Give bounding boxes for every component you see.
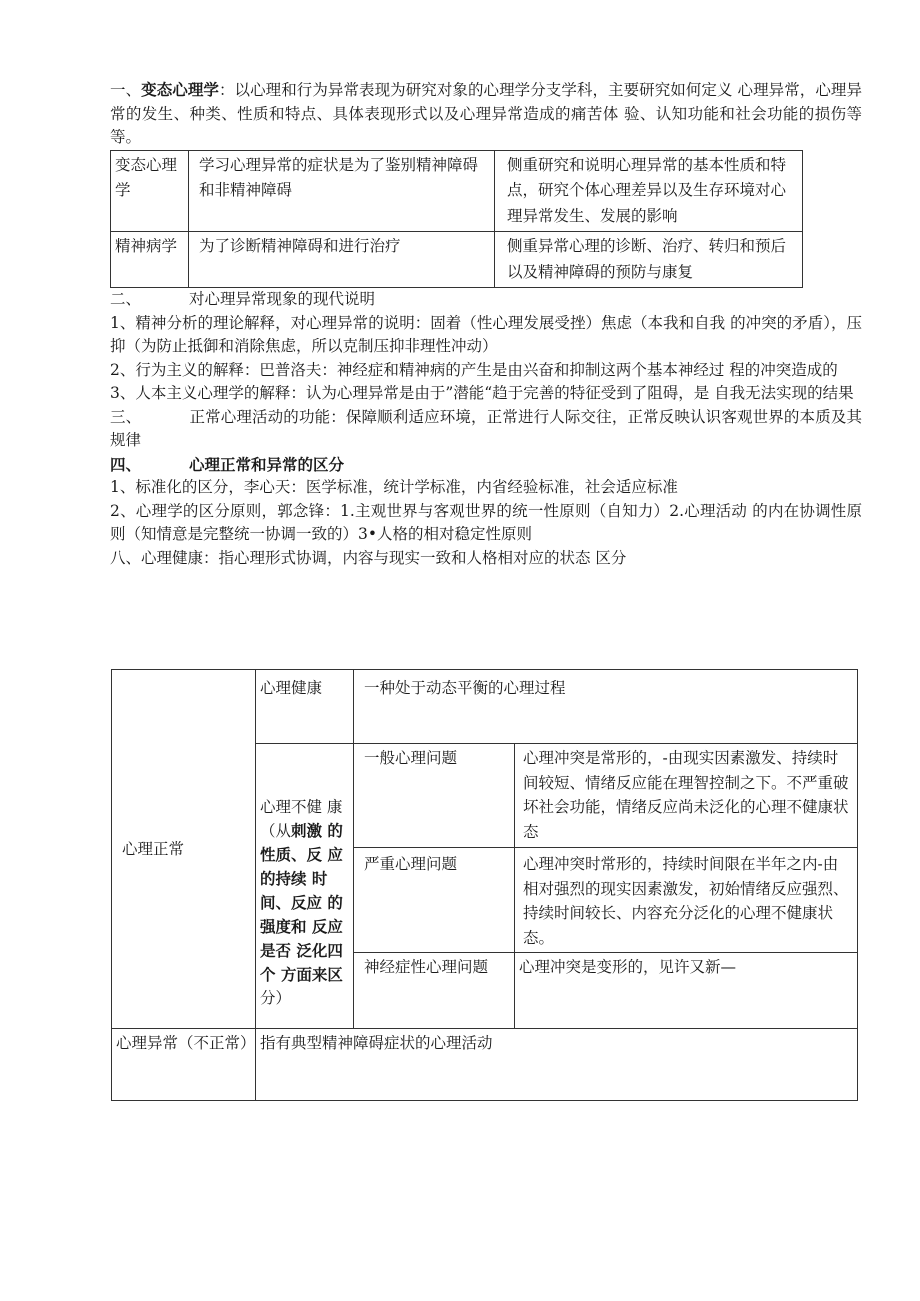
document-page bbox=[110, 78, 862, 570]
cell-normal bbox=[112, 670, 256, 1029]
list-item: 2、心理学的区分原则，郭念锋：1.主观世界与客观世界的统一性原则（自知力）2.心理活动 的内在协调性原则（知情意是完整统一协调一致的）3•人格的相对稳定性原则 bbox=[110, 501, 862, 543]
table-row bbox=[111, 232, 803, 288]
label-unhealthy-from: （从 bbox=[260, 822, 292, 840]
cell-neurotic-desc: 心理冲突是变形的，见许又新— bbox=[515, 953, 858, 1029]
mental-health-table bbox=[111, 669, 858, 1101]
cell-serious-desc: 心理冲突时常形的，持续时间限在半年之内-由相对强烈的现实因素激发，初始情绪反应强烈、持续时间较长、内容充分泛化的心理不健康状态。 bbox=[515, 848, 858, 953]
section-4-number: 四、 bbox=[110, 454, 142, 474]
cell-general: 一般心理问题 bbox=[354, 744, 515, 848]
cell-serious: 严重心理问题 bbox=[354, 848, 515, 953]
cell-abnormal: 心理异常（不正常） bbox=[112, 1029, 256, 1101]
list-item: 3、人本主义心理学的解释：认为心理异常是由于”潜能“趋于完善的特征受到了阻碍，是 自我无法实现的结果 bbox=[110, 384, 854, 402]
cell-health: 心理健康 bbox=[256, 670, 354, 744]
cell-neurotic: 神经症性心理问题 bbox=[354, 953, 515, 1029]
cell-general-desc: 心理冲突是常形的，-由现实因素激发、持续时间较短、情绪反应能在理智控制之下。不严重破坏社会功能，情绪反应尚未泛化的心理不健康状态 bbox=[515, 744, 858, 848]
section-3-paragraph bbox=[110, 406, 862, 453]
section-8-paragraph: 八、心理健康：指心理形式协调，内容与现实一致和人格相对应的状态 区分 bbox=[110, 548, 627, 567]
list-item: 2、行为主义的解释：巴普洛夫：神经症和精神病的产生是由兴奋和抑制这两个基本神经过 程的冲突造成的 bbox=[110, 360, 838, 379]
section-2-heading bbox=[110, 288, 862, 312]
table-cell-name: 变态心理学 bbox=[111, 150, 189, 232]
cell-abnormal-desc: 指有典型精神障碍症状的心理活动 bbox=[256, 1029, 858, 1101]
cell-health-desc: 一种处于动态平衡的心理过程 bbox=[354, 670, 858, 744]
label-unhealthy-end: 分） bbox=[260, 989, 292, 1007]
section-2-number: 二、 bbox=[110, 290, 142, 308]
section-2-title: 对心理异常现象的现代说明 bbox=[189, 290, 376, 308]
section-3-text: 正常心理活动的功能：保障顺利适应环境，正常进行人际交往，正常反映认识客观世界的本质及其规律 bbox=[110, 407, 862, 449]
section-1-definition: ：以心理和行为异常表现为研究对象的心理学分支学科，主要研究如何定义 心理异常，心理异常的发生、种类、性质和特点、具体表现形式以及心理异常造成的痛苦体 验、认知功能和社会功能的损伤等等。 bbox=[110, 81, 862, 146]
table-cell-aim: 学习心理异常的症状是为了鉴别精神障碍和非精神障碍 bbox=[189, 150, 495, 232]
label-normal: 心理正常 bbox=[122, 839, 185, 858]
table-cell-aim: 为了诊断精神障碍和进行治疗 bbox=[189, 232, 495, 288]
table-row bbox=[112, 1029, 858, 1101]
label-unhealthy-criteria: 刺激 的性质、反 应的持续 时间、反应 的强度和 反应是否 泛化四个 方面来区 bbox=[260, 821, 343, 984]
table-cell-focus: 侧重异常心理的诊断、治疗、转归和预后以及精神障碍的预防与康复 bbox=[495, 232, 803, 288]
section-3-number: 三、 bbox=[110, 407, 142, 426]
section-4-heading bbox=[110, 453, 862, 477]
section-1-paragraph bbox=[110, 78, 862, 150]
table-cell-name: 精神病学 bbox=[111, 232, 189, 288]
term-abnormal-psychology: 变态心理学 bbox=[141, 80, 219, 99]
list-item: 1、精神分析的理论解释，对心理异常的说明：固着（性心理发展受挫）焦虑（本我和自我 的冲突的矛盾），压抑（为防止抵御和消除焦虑，所以克制压抑非理性冲动） bbox=[110, 313, 862, 355]
comparison-table bbox=[110, 150, 803, 289]
table-row bbox=[112, 670, 858, 744]
list-item: 1、标准化的区分，李心天：医学标准，统计学标准，内省经验标准，社会适应标准 bbox=[110, 478, 678, 496]
cell-unhealthy bbox=[256, 744, 354, 1029]
label-unhealthy: 心理不健 康 bbox=[260, 798, 343, 816]
section-4-title: 心理正常和异常的区分 bbox=[189, 454, 345, 474]
table-cell-focus: 侧重研究和说明心理异常的基本性质和特点，研究个体心理差异以及生存环境对心理异常发生、发展的影响 bbox=[495, 150, 803, 232]
section-1-number: 一、 bbox=[110, 81, 142, 99]
table-row bbox=[111, 150, 803, 232]
